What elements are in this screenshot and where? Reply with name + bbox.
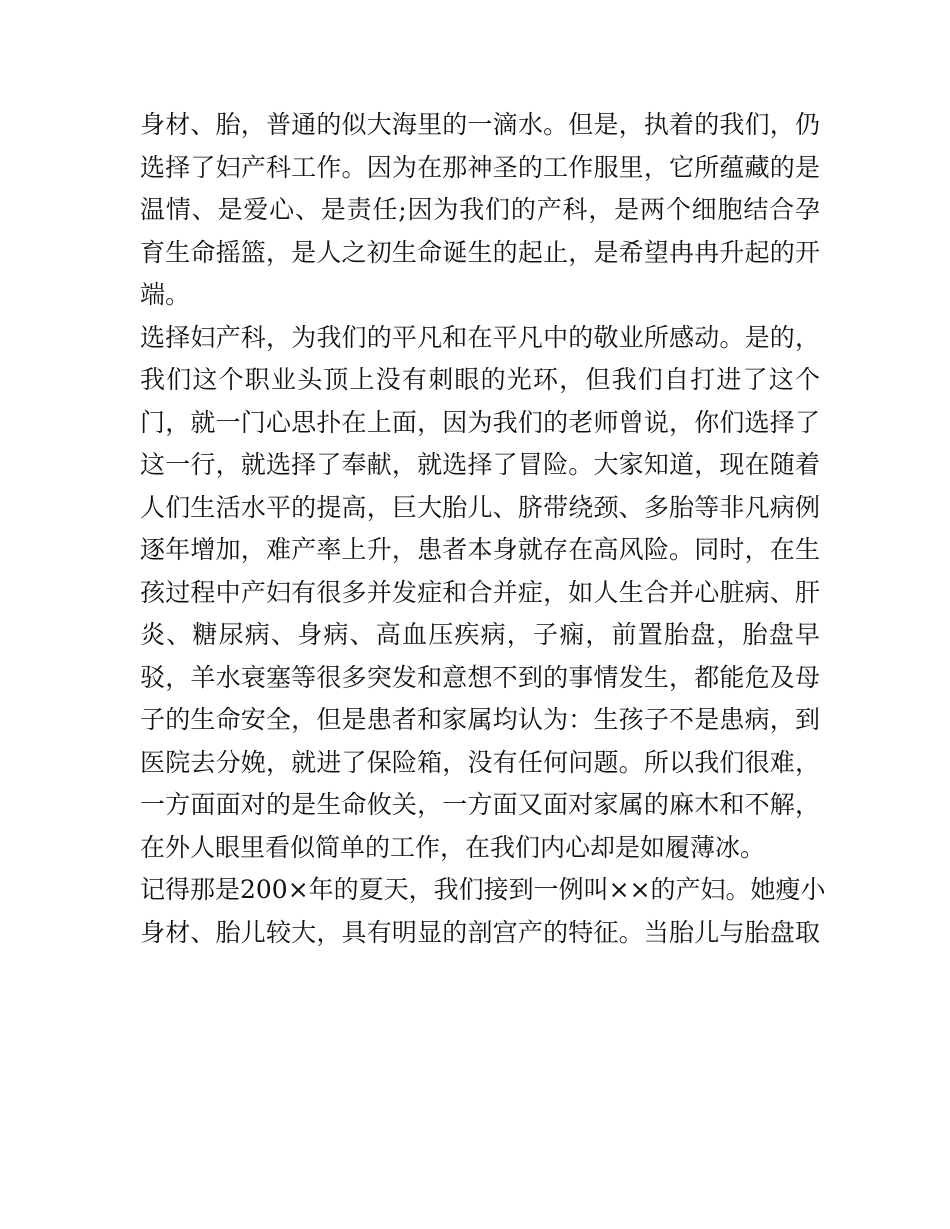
text-line: 我们这个职业头顶上没有刺眼的光环，但我们自打进了这个 — [140, 365, 820, 394]
text-line: 育生命摇篮，是人之初生命诞生的起止，是希望冉冉升起的开 — [140, 237, 820, 267]
text-line: 孩过程中产妇有很多并发症和合并症，如人生合并心脏病、肝 — [140, 577, 820, 607]
text-line: 人们生活水平的提高，巨大胎儿、脐带绕颈、多胎等非凡病例 — [140, 492, 820, 522]
text-line: 身材、胎，普通的似大海里的一滴水。但是，执着的我们，仍 — [140, 110, 820, 139]
text-line: 温情、是爱心、是责任;因为我们的产科，是两个细胞结合孕 — [140, 195, 820, 224]
text-line: 这一行，就选择了奉献，就选择了冒险。大家知道，现在随着 — [140, 450, 820, 479]
text-line: 一方面面对的是生命攸关，一方面又面对家属的麻木和不解， — [140, 790, 820, 819]
text-line: 选择妇产科，为我们的平凡和在平凡中的敬业所感动。是的， — [140, 322, 820, 352]
text-line: 身材、胎儿较大，具有明显的剖宫产的特征。当胎儿与胎盘取 — [140, 917, 820, 947]
text-line: 端。 — [140, 280, 191, 309]
document-body — [140, 104, 826, 954]
text-line: 在外人眼里看似简单的工作，在我们内心却是如履薄冰。 — [140, 832, 766, 862]
text-line: 驳，羊水衰塞等很多突发和意想不到的事情发生，都能危及母 — [140, 662, 820, 692]
text-line: 子的生命安全，但是患者和家属均认为：生孩子不是患病，到 — [140, 705, 820, 734]
text-line: 逐年增加，难产率上升，患者本身就存在高风险。同时，在生 — [140, 535, 820, 564]
text-line: 炎、糖尿病、身病、高血压疾病，子痫，前置胎盘，胎盘早 — [140, 620, 820, 649]
text-line: 记得那是200×年的夏天，我们接到一例叫××的产妇。她瘦小 — [140, 875, 826, 904]
text-line: 医院去分娩，就进了保险箱，没有任何问题。所以我们很难， — [140, 747, 820, 777]
text-line: 门，就一门心思扑在上面，因为我们的老师曾说，你们选择了 — [140, 407, 820, 437]
text-line: 选择了妇产科工作。因为在那神圣的工作服里，它所蕴藏的是 — [140, 152, 820, 182]
